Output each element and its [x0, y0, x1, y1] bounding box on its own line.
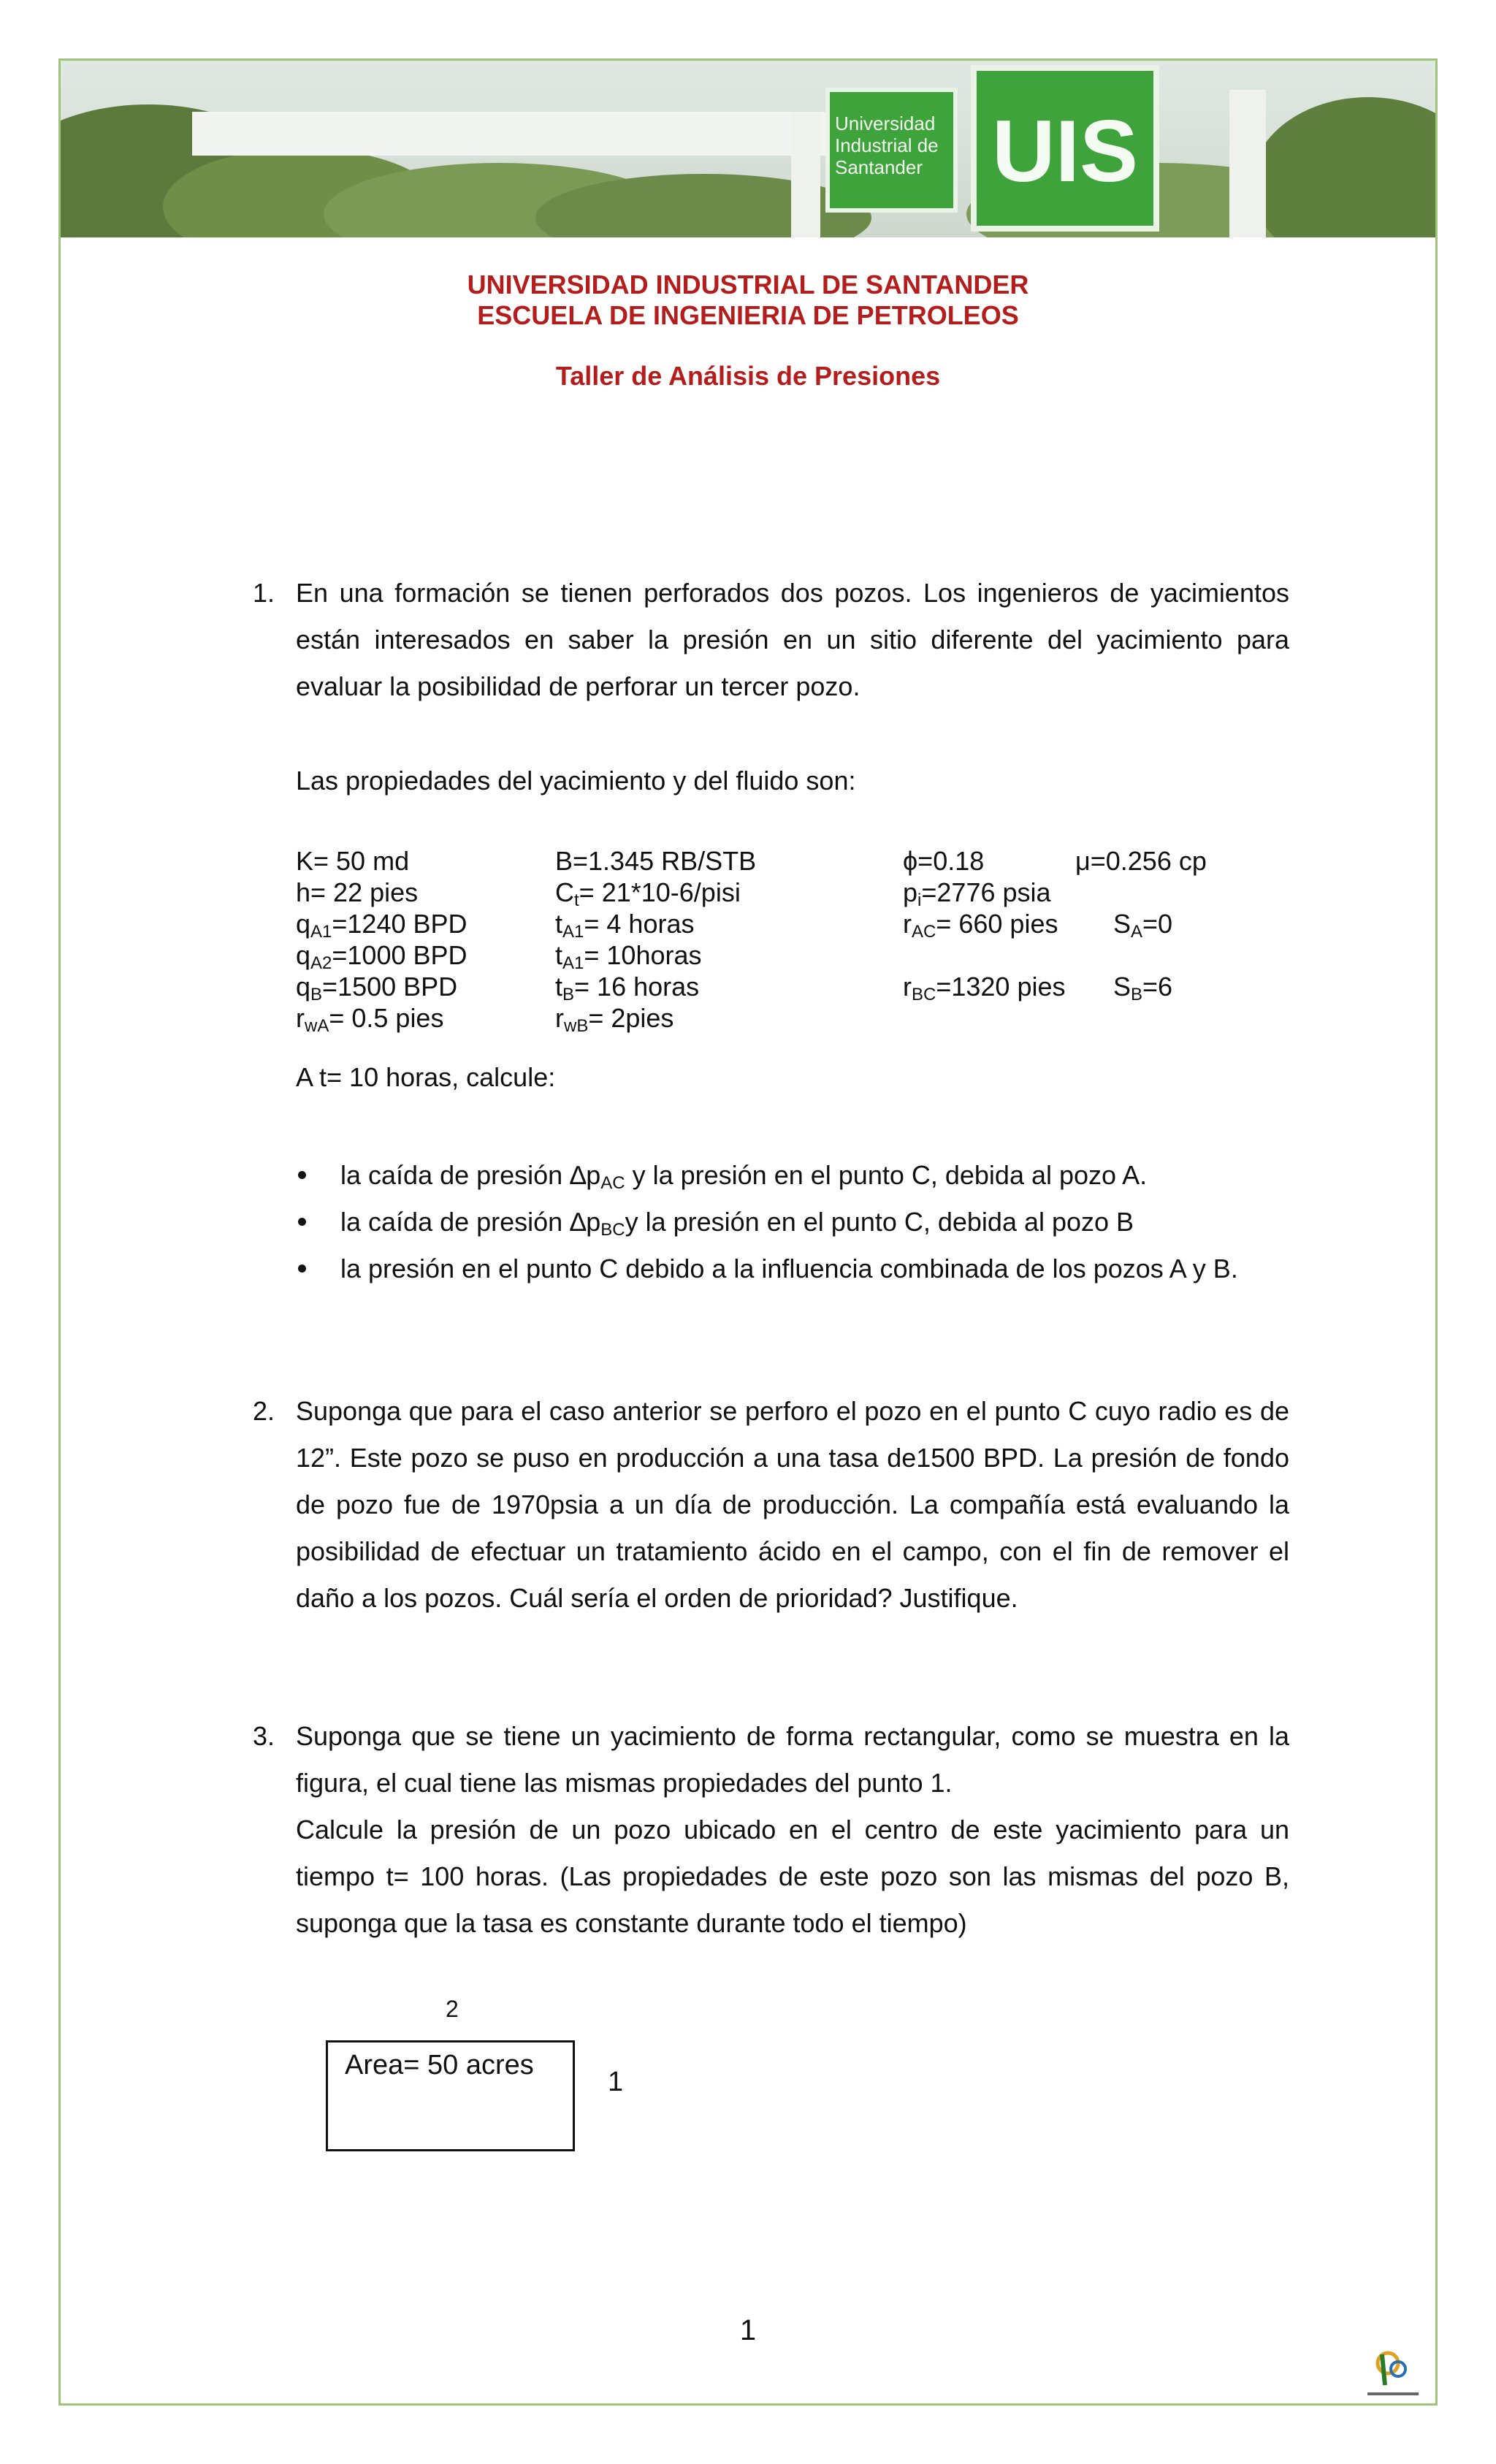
question-1-number: 1.	[253, 578, 275, 608]
prop-rbc: $r_{BC}=1320$ pies	[903, 972, 1066, 1004]
prop-ta1-second: $t_{A1}=$ 10horas	[555, 940, 702, 973]
school-logo-icon	[1360, 2344, 1426, 2403]
prop-rwb: $r_{wB}=$ 2pies	[555, 1003, 674, 1036]
question-3-text: Suponga que se tiene un yacimiento de forma rectangular, como se muestra en la figura, el cual tiene las mismas propiedades del punto 1.	[296, 1721, 1289, 1798]
bullet-dot	[298, 1171, 306, 1179]
prop-b: B=1.345 RB/STB	[555, 846, 757, 876]
prop-ta1: $t_{A1}= 4$ horas	[555, 909, 695, 942]
university-title: UNIVERSIDAD INDUSTRIAL DE SANTANDER	[467, 270, 1029, 300]
prop-sa: $S_A=0$	[1113, 909, 1173, 942]
prop-qa2: $q_{A2}=1000$ BPD	[296, 940, 468, 973]
figure-area-label: Area= 50 acres	[345, 2050, 534, 2080]
prop-rwa: $r_{wA}= 0.5$ pies	[296, 1003, 444, 1036]
properties-intro: Las propiedades del yacimiento y del fluido son:	[296, 766, 856, 796]
prop-tb: $t_B= 16$ horas	[555, 972, 700, 1004]
bullet-2: la caída de presión $\Delta p_{BC}y$ la presión en el punto C, debida al pozo B	[340, 1207, 1134, 1240]
header-banner-photo	[61, 61, 1435, 237]
prop-mu: μ=0.256 cp	[1075, 846, 1207, 876]
question-3-text-2: Calcule la presión de un pozo ubicado en el centro de este yacimiento para un tiempo t= 100 horas. (Las propiedades de este pozo son las mismas del pozo B, suponga que la tasa es constante durante todo el tiempo)	[296, 1815, 1289, 1938]
bullet-3: la presión en el punto C debido a la influencia combinada de los pozos A y B.	[340, 1254, 1238, 1284]
prop-h: h= 22 pies	[296, 877, 419, 907]
prop-sb: $S_B=6$	[1113, 972, 1173, 1004]
prop-ct: $C_t=$ 21*10-6/pisi	[555, 877, 741, 910]
sign-line-2: Industrial de	[835, 134, 939, 156]
figure-side-label-top: 2	[446, 1996, 459, 2022]
question-2-number: 2.	[253, 1396, 275, 1426]
bullet-1: la caída de presión $\Delta p_{AC}$ y la presión en el punto C, debida al pozo A.	[340, 1160, 1148, 1193]
question-1-ask: A t= 10 horas, calcule:	[296, 1062, 556, 1092]
figure-side-label-right: 1	[608, 2067, 624, 2097]
sign-line-1: Universidad	[835, 112, 936, 134]
bullet-dot	[298, 1265, 306, 1273]
question-3-number: 3.	[253, 1721, 275, 1751]
question-2-text: Suponga que para el caso anterior se perforo el pozo en el punto C cuyo radio es de 12”. Este pozo se puso en producción a una tasa de1500 BPD. La presión de fondo de pozo fue de 1970psia a un día de producción. La compañía está evaluando la posibilidad de efectuar un tratamiento ácido en el campo, con el fin de remover el daño a los pozos. Cuál sería el orden de prioridad? Justifique.	[296, 1396, 1289, 1613]
bullet-dot	[298, 1218, 306, 1226]
prop-phi: ϕ=0.18	[903, 846, 985, 876]
sign-line-3: Santander	[835, 156, 923, 178]
workshop-title: Taller de Análisis de Presiones	[555, 361, 941, 391]
prop-qb: $q_B=1500$ BPD	[296, 972, 458, 1004]
prop-rac: $r_{AC}= 660$ pies	[903, 909, 1058, 942]
uis-logo-text: UIS	[991, 102, 1139, 200]
prop-qa1: $q_{A1}=1240$ BPD	[296, 909, 468, 942]
prop-pi: $p_i=2776$ psia	[903, 877, 1051, 910]
question-1-text: En una formación se tienen perforados dos pozos. Los ingenieros de yacimientos están interesados en saber la presión en un sitio diferente del yacimiento para evaluar la posibilidad de perforar un tercer pozo.	[296, 578, 1289, 701]
school-title: ESCUELA DE INGENIERIA DE PETROLEOS	[477, 300, 1019, 330]
page-number: 1	[739, 2314, 757, 2346]
prop-k: K= 50 md	[296, 846, 410, 876]
